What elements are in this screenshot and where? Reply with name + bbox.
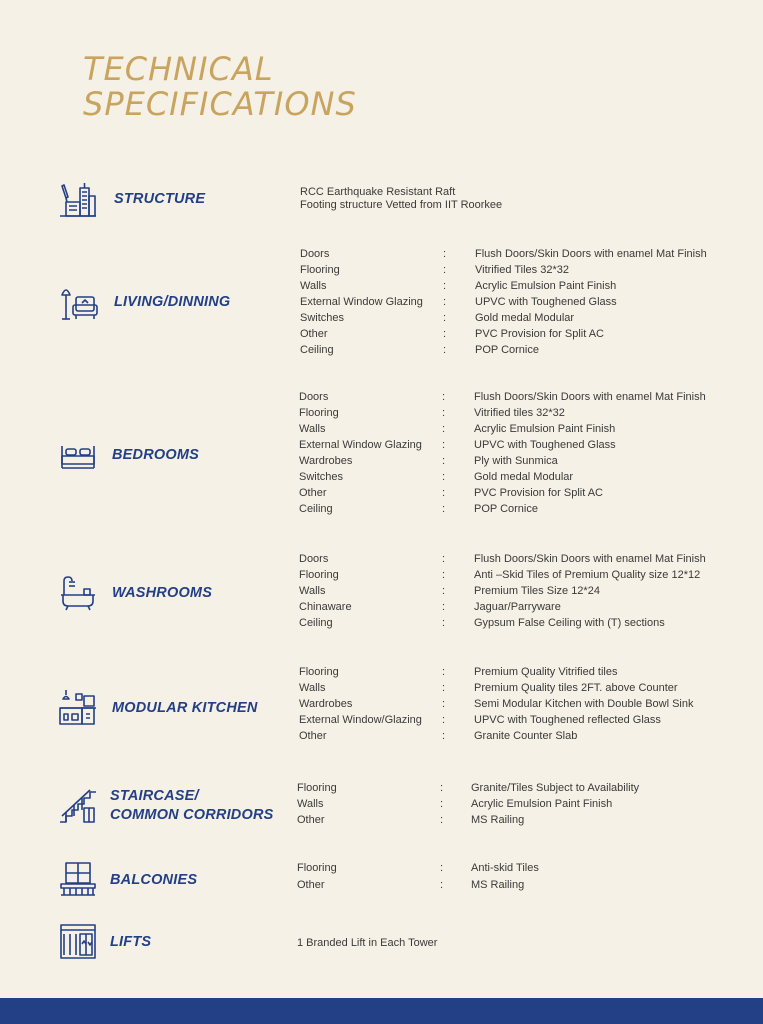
spec-label: Doors [299, 391, 329, 403]
kitchen-icon [58, 688, 98, 728]
spec-value: Granite/Tiles Subject to Availability [471, 782, 640, 794]
spec-label: Other [299, 487, 327, 499]
spec-label: Switches [300, 312, 345, 324]
spec-label: Chinaware [299, 601, 352, 613]
spec-label: Doors [300, 248, 330, 260]
spec-value: Gypsum False Ceiling with (T) sections [474, 617, 665, 629]
spec-separator: : [440, 862, 444, 874]
bathtub-shower-icon [58, 573, 98, 613]
spec-label: Flooring [299, 569, 339, 581]
spec-separator: : [442, 617, 446, 629]
armchair-lamp-icon [58, 283, 98, 323]
spec-value: MS Railing [471, 879, 525, 891]
staircase-title-line1: STAIRCASE/ [110, 788, 199, 804]
spec-label: Flooring [297, 782, 337, 794]
spec-value: Gold medal Modular [474, 471, 574, 483]
spec-separator: : [443, 264, 447, 276]
footer-bar [0, 998, 763, 1024]
spec-value: Flush Doors/Skin Doors with enamel Mat Finish [474, 553, 706, 565]
structure-desc-line1: RCC Earthquake Resistant Raft [300, 186, 456, 198]
spec-value: Premium Tiles Size 12*24 [474, 585, 600, 597]
spec-label: Walls [299, 423, 326, 435]
spec-value: Acrylic Emulsion Paint Finish [471, 798, 613, 810]
staircase-title-line2: COMMON CORRIDORS [110, 807, 274, 823]
structure-title: STRUCTURE [114, 191, 206, 207]
spec-value: UPVC with Toughened Glass [474, 439, 616, 451]
spec-separator: : [442, 682, 446, 694]
spec-value: UPVC with Toughened reflected Glass [474, 714, 661, 726]
spec-value: PVC Provision for Split AC [474, 487, 603, 499]
spec-label: External Window Glazing [299, 439, 422, 451]
spec-separator: : [443, 248, 447, 260]
spec-separator: : [443, 344, 447, 356]
spec-value: Acrylic Emulsion Paint Finish [474, 423, 616, 435]
spec-separator: : [442, 698, 446, 710]
spec-label: External Window Glazing [300, 296, 423, 308]
spec-value: UPVC with Toughened Glass [475, 296, 617, 308]
spec-label: Flooring [299, 407, 339, 419]
spec-separator: : [442, 439, 446, 451]
spec-label: Other [300, 328, 328, 340]
spec-value: Ply with Sunmica [474, 455, 558, 467]
spec-label: Wardrobes [299, 698, 353, 710]
spec-separator: : [442, 423, 446, 435]
spec-separator: : [443, 328, 447, 340]
spec-label: Ceiling [299, 503, 333, 515]
lift-icon [58, 922, 98, 962]
spec-separator: : [443, 312, 447, 324]
spec-value: Acrylic Emulsion Paint Finish [475, 280, 617, 292]
spec-value: Premium Quality tiles 2FT. above Counter [474, 682, 678, 694]
spec-separator: : [442, 601, 446, 613]
spec-separator: : [440, 798, 444, 810]
spec-value: Vitrified tiles 32*32 [474, 407, 565, 419]
spec-value: Flush Doors/Skin Doors with enamel Mat Finish [474, 391, 706, 403]
spec-separator: : [442, 487, 446, 499]
spec-separator: : [442, 585, 446, 597]
building-plan-icon [58, 180, 98, 220]
lifts-desc: 1 Branded Lift in Each Tower [297, 937, 438, 949]
spec-label: Walls [299, 682, 326, 694]
page-title [83, 52, 357, 122]
page-title-line2: SPECIFICATIONS [83, 85, 357, 123]
kitchen-title: MODULAR KITCHEN [112, 700, 258, 716]
spec-label: Doors [299, 553, 329, 565]
washrooms-title: WASHROOMS [112, 585, 213, 601]
spec-separator: : [442, 391, 446, 403]
spec-label: Wardrobes [299, 455, 353, 467]
spec-separator: : [440, 879, 444, 891]
structure-desc-line2: Footing structure Vetted from IIT Roorkee [300, 199, 503, 211]
spec-value: Semi Modular Kitchen with Double Bowl Sink [474, 698, 694, 710]
bedrooms-title: BEDROOMS [112, 447, 199, 463]
spec-value: Granite Counter Slab [474, 730, 578, 742]
spec-label: Walls [297, 798, 324, 810]
spec-separator: : [443, 296, 447, 308]
spec-value: Vitrified Tiles 32*32 [475, 264, 569, 276]
spec-value: Jaguar/Parryware [474, 601, 561, 613]
spec-separator: : [442, 471, 446, 483]
spec-separator: : [442, 503, 446, 515]
spec-label: Switches [299, 471, 344, 483]
spec-separator: : [440, 782, 444, 794]
spec-value: Gold medal Modular [475, 312, 575, 324]
spec-separator: : [442, 553, 446, 565]
staircase-icon [58, 786, 98, 826]
spec-separator: : [443, 280, 447, 292]
spec-value: Premium Quality Vitrified tiles [474, 666, 618, 678]
spec-value: MS Railing [471, 814, 525, 826]
spec-value: Anti –Skid Tiles of Premium Quality size 12*12 [474, 569, 701, 581]
spec-label: Other [297, 879, 325, 891]
spec-value: Anti-skid Tiles [471, 862, 539, 874]
page-title-line1: TECHNICAL [83, 50, 274, 88]
living-title: LIVING/DINNING [114, 294, 231, 310]
spec-separator: : [442, 730, 446, 742]
spec-separator: : [442, 569, 446, 581]
spec-value: POP Cornice [475, 344, 539, 356]
spec-label: Ceiling [299, 617, 333, 629]
spec-label: External Window/Glazing [299, 714, 422, 726]
spec-label: Flooring [297, 862, 337, 874]
balcony-icon [58, 860, 98, 900]
bed-icon [58, 436, 98, 476]
spec-label: Walls [300, 280, 327, 292]
spec-value: POP Cornice [474, 503, 538, 515]
spec-value: Flush Doors/Skin Doors with enamel Mat Finish [475, 248, 707, 260]
spec-label: Other [299, 730, 327, 742]
spec-value: PVC Provision for Split AC [475, 328, 604, 340]
spec-label: Walls [299, 585, 326, 597]
spec-separator: : [442, 407, 446, 419]
spec-separator: : [442, 455, 446, 467]
lifts-title: LIFTS [110, 934, 152, 950]
balconies-title: BALCONIES [110, 872, 198, 888]
spec-label: Flooring [300, 264, 340, 276]
spec-label: Flooring [299, 666, 339, 678]
spec-label: Ceiling [300, 344, 334, 356]
spec-label: Other [297, 814, 325, 826]
spec-separator: : [440, 814, 444, 826]
spec-separator: : [442, 714, 446, 726]
spec-separator: : [442, 666, 446, 678]
